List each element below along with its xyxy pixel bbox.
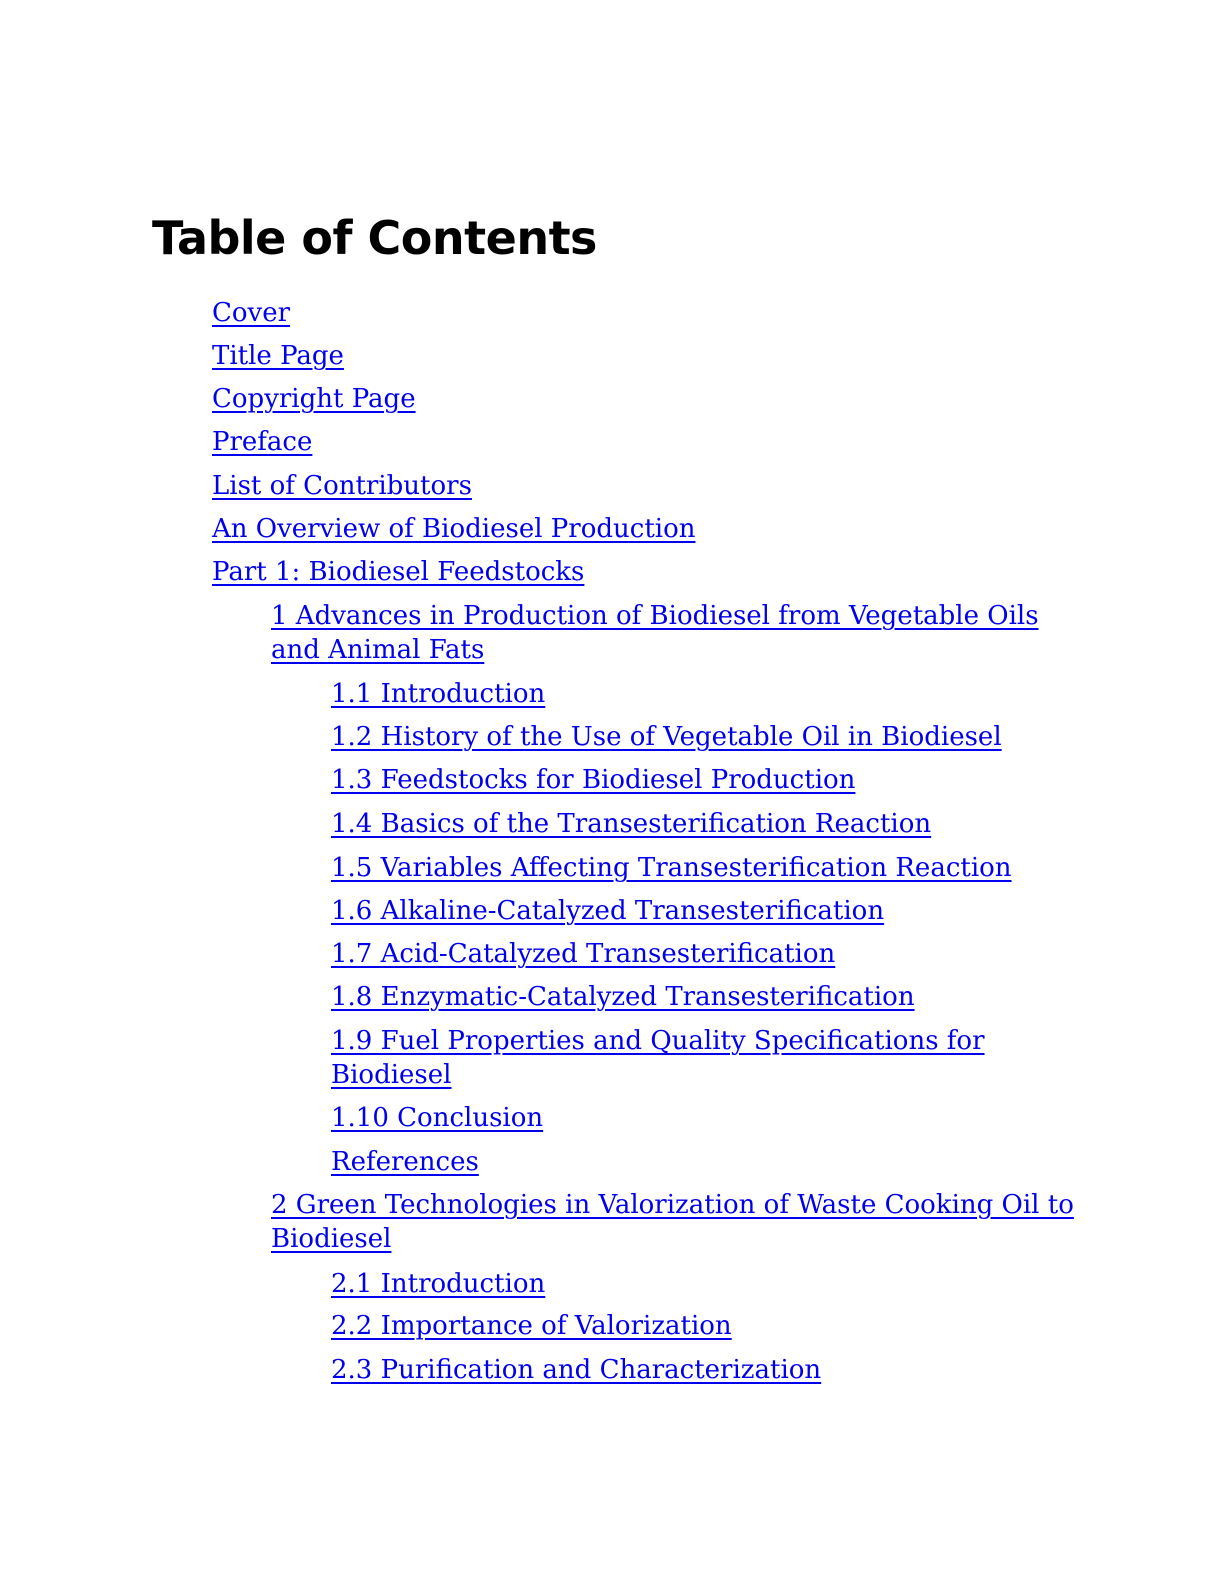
toc-link-section-1-10[interactable]: 1.10 Conclusion	[331, 1103, 544, 1133]
toc-link-preface[interactable]: Preface	[212, 427, 313, 457]
toc-link-section-1-3[interactable]: 1.3 Feedstocks for Biodiesel Production	[331, 765, 856, 795]
toc-link-copyright-page[interactable]: Copyright Page	[212, 384, 416, 414]
toc-link-section-1-7[interactable]: 1.7 Acid-Catalyzed Transesterification	[331, 939, 836, 969]
toc-link-section-1-8[interactable]: 1.8 Enzymatic-Catalyzed Transesterification	[331, 982, 915, 1012]
toc-link-section-1-6[interactable]: 1.6 Alkaline-Catalyzed Transesterification	[331, 896, 885, 926]
toc-link-cover[interactable]: Cover	[212, 298, 291, 328]
toc-link-part-1[interactable]: Part 1: Biodiesel Feedstocks	[212, 557, 585, 587]
page-title: Table of Contents	[152, 211, 597, 265]
toc-link-section-1-9[interactable]: 1.9 Fuel Properties and Quality Specifications for Biodiesel	[331, 1026, 985, 1090]
toc-link-section-2-3[interactable]: 2.3 Purification and Characterization	[331, 1355, 822, 1385]
toc-link-section-2-2[interactable]: 2.2 Importance of Valorization	[331, 1311, 732, 1341]
toc-link-chapter-1[interactable]: 1 Advances in Production of Biodiesel from Vegetable Oils and Animal Fats	[271, 601, 1039, 665]
toc-link-section-1-2[interactable]: 1.2 History of the Use of Vegetable Oil in Biodiesel	[331, 722, 1002, 752]
toc-link-chapter-2[interactable]: 2 Green Technologies in Valorization of Waste Cooking Oil to Biodiesel	[271, 1190, 1074, 1254]
toc-link-title-page[interactable]: Title Page	[212, 341, 344, 371]
toc-link-section-1-4[interactable]: 1.4 Basics of the Transesterification Reaction	[331, 809, 932, 839]
toc-link-section-1-1[interactable]: 1.1 Introduction	[331, 679, 546, 709]
toc-link-section-2-1[interactable]: 2.1 Introduction	[331, 1269, 546, 1299]
toc-link-overview[interactable]: An Overview of Biodiesel Production	[212, 514, 696, 544]
toc-link-list-of-contributors[interactable]: List of Contributors	[212, 471, 472, 501]
toc-link-references[interactable]: References	[331, 1147, 479, 1177]
toc-link-section-1-5[interactable]: 1.5 Variables Affecting Transesterification Reaction	[331, 853, 1012, 883]
